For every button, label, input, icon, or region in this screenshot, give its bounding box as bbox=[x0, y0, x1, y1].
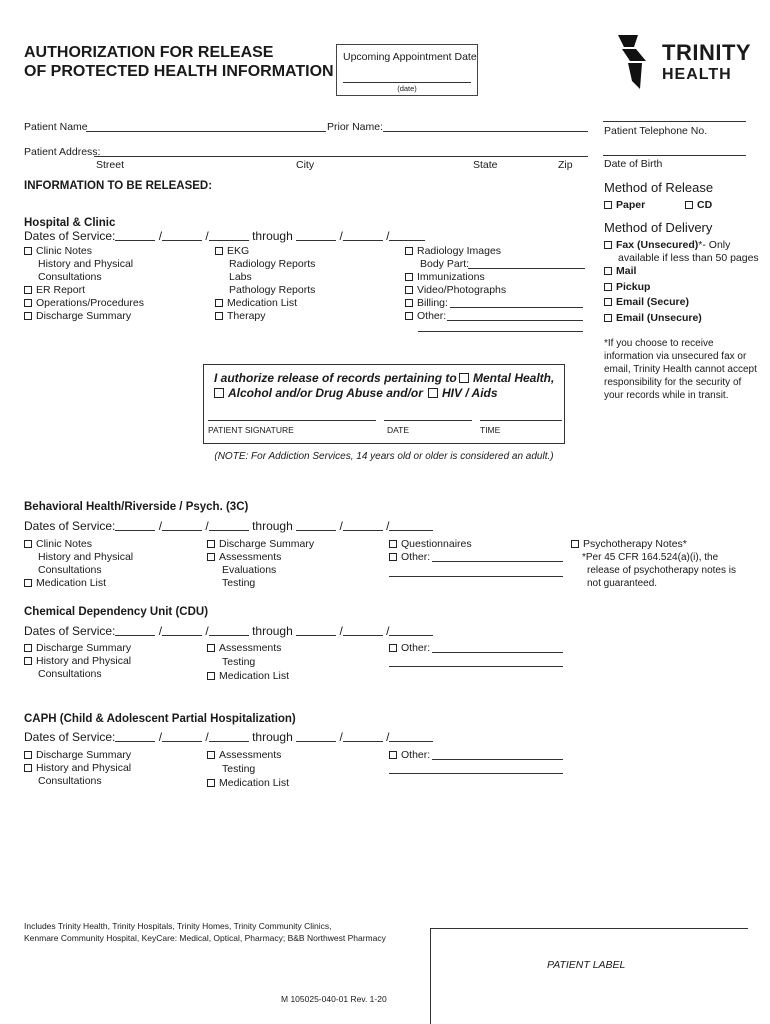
hospital-other-field-2[interactable] bbox=[418, 331, 583, 332]
checkbox-icon[interactable] bbox=[207, 672, 215, 680]
prior-name-label: Prior Name: bbox=[327, 121, 384, 133]
bh-medication-list[interactable]: Medication List bbox=[24, 577, 106, 589]
signature-time-field[interactable] bbox=[480, 420, 562, 421]
checkbox-icon[interactable] bbox=[389, 751, 397, 759]
trinity-logo-icon bbox=[616, 33, 650, 91]
zip-label: Zip bbox=[558, 159, 573, 171]
delivery-mail-option[interactable]: Mail bbox=[604, 265, 636, 277]
checkbox-icon[interactable] bbox=[207, 751, 215, 759]
bh-history-physical: History and Physical bbox=[38, 551, 134, 563]
form-number: M 105025-040-01 Rev. 1-20 bbox=[281, 994, 387, 1004]
form-title-line1: AUTHORIZATION FOR RELEASE bbox=[24, 44, 274, 61]
hospital-other[interactable]: Other: bbox=[405, 310, 446, 322]
hospital-labs: Labs bbox=[229, 271, 252, 283]
caph-assessments[interactable]: Assessments bbox=[207, 749, 281, 761]
delivery-email-unsecure-option[interactable]: Email (Unsecure) bbox=[604, 312, 702, 324]
checkbox-icon[interactable] bbox=[24, 657, 32, 665]
hospital-ekg[interactable]: EKG bbox=[215, 245, 249, 257]
caph-history-physical[interactable]: History and Physical bbox=[24, 762, 131, 774]
delivery-pickup-option[interactable]: Pickup bbox=[604, 281, 650, 293]
logo-text-health: HEALTH bbox=[662, 66, 732, 83]
caph-medication-list[interactable]: Medication List bbox=[207, 777, 289, 789]
hospital-video-photographs[interactable]: Video/Photographs bbox=[405, 284, 506, 296]
addiction-note: (NOTE: For Addiction Services, 14 years old or older is considered an adult.) bbox=[214, 451, 554, 462]
patient-name-label: Patient Name bbox=[24, 121, 88, 133]
patient-signature-label: PATIENT SIGNATURE bbox=[208, 425, 294, 435]
appointment-label: Upcoming Appointment Date bbox=[343, 51, 477, 63]
signature-time-label: TIME bbox=[480, 425, 501, 435]
hospital-pathology-reports: Pathology Reports bbox=[229, 284, 316, 296]
telephone-field[interactable] bbox=[603, 121, 746, 122]
trinity-health-logo bbox=[616, 33, 756, 93]
fax-note: available if less than 50 pages bbox=[618, 252, 759, 264]
date-caption: (date) bbox=[397, 84, 417, 93]
cdu-consultations: Consultations bbox=[38, 668, 102, 680]
city-label: City bbox=[296, 159, 315, 171]
checkbox-icon[interactable] bbox=[389, 553, 397, 561]
dob-field[interactable] bbox=[603, 155, 746, 156]
behavioral-dates-of-service[interactable]: Dates of Service: / / through / / bbox=[24, 519, 433, 533]
checkbox-icon[interactable] bbox=[405, 247, 413, 255]
bh-evaluations: Evaluations bbox=[222, 564, 277, 576]
checkbox-icon[interactable] bbox=[24, 312, 32, 320]
billing-field[interactable] bbox=[450, 307, 583, 308]
bh-consultations: Consultations bbox=[38, 564, 102, 576]
bh-clinic-notes[interactable]: Clinic Notes bbox=[24, 538, 92, 550]
caph-consultations: Consultations bbox=[38, 775, 102, 787]
dob-label: Date of Birth bbox=[604, 158, 663, 170]
release-cd-option[interactable]: CD bbox=[685, 199, 712, 211]
hospital-clinic-heading: Hospital & Clinic bbox=[24, 217, 116, 229]
checkbox-icon[interactable] bbox=[604, 267, 612, 275]
behavioral-health-heading: Behavioral Health/Riverside / Psych. (3C) bbox=[24, 501, 249, 513]
hospital-body-part: Body Part: bbox=[420, 258, 470, 270]
form-title-line2: OF PROTECTED HEALTH INFORMATION bbox=[24, 63, 334, 80]
bh-other[interactable]: Other: bbox=[389, 551, 430, 563]
signature-date-label: DATE bbox=[387, 425, 410, 435]
checkbox-icon[interactable] bbox=[24, 579, 32, 587]
hospital-clinic-notes[interactable]: Clinic Notes bbox=[24, 245, 92, 257]
auth-alcohol-drug[interactable]: Alcohol and/or Drug Abuse and/or bbox=[214, 386, 423, 400]
bh-other-field[interactable] bbox=[432, 561, 563, 562]
cdu-discharge-summary[interactable]: Discharge Summary bbox=[24, 642, 131, 654]
prior-name-field[interactable] bbox=[383, 131, 588, 132]
checkbox-icon[interactable] bbox=[215, 299, 223, 307]
checkbox-icon[interactable] bbox=[405, 273, 413, 281]
caph-heading: CAPH (Child & Adolescent Partial Hospitalization) bbox=[24, 713, 296, 725]
bh-questionnaires[interactable]: Questionnaires bbox=[389, 538, 472, 550]
delivery-email-secure-option[interactable]: Email (Secure) bbox=[604, 296, 689, 308]
street-label: Street bbox=[96, 159, 125, 171]
auth-hiv-aids[interactable]: HIV / Aids bbox=[428, 386, 498, 400]
hospital-immunizations[interactable]: Immunizations bbox=[405, 271, 485, 283]
delivery-fax-option[interactable]: Fax (Unsecured)*- Only bbox=[604, 239, 730, 251]
cdu-other[interactable]: Other: bbox=[389, 642, 430, 654]
checkbox-icon[interactable] bbox=[389, 644, 397, 652]
caph-discharge-summary[interactable]: Discharge Summary bbox=[24, 749, 131, 761]
caph-other-field[interactable] bbox=[432, 759, 563, 760]
bh-discharge-summary[interactable]: Discharge Summary bbox=[207, 538, 314, 550]
checkbox-icon[interactable] bbox=[604, 314, 612, 322]
body-part-field[interactable] bbox=[468, 268, 585, 269]
checkbox-icon[interactable] bbox=[207, 540, 215, 548]
hospital-operations[interactable]: Operations/Procedures bbox=[24, 297, 144, 309]
bh-psychotherapy-notes[interactable]: Psychotherapy Notes* bbox=[571, 538, 687, 550]
checkbox-icon[interactable] bbox=[604, 298, 612, 306]
checkbox-icon[interactable] bbox=[215, 312, 223, 320]
info-to-release-heading: INFORMATION TO BE RELEASED: bbox=[24, 180, 213, 192]
checkbox-icon[interactable] bbox=[214, 388, 224, 398]
caph-testing: Testing bbox=[222, 763, 256, 775]
cdu-heading: Chemical Dependency Unit (CDU) bbox=[24, 606, 209, 618]
checkbox-icon[interactable] bbox=[207, 644, 215, 652]
hospital-other-field[interactable] bbox=[447, 320, 583, 321]
authorization-box bbox=[203, 364, 565, 444]
signature-date-field[interactable] bbox=[384, 420, 472, 421]
caph-other-field-2[interactable] bbox=[389, 773, 563, 774]
checkbox-icon[interactable] bbox=[389, 540, 397, 548]
release-paper-option[interactable]: Paper bbox=[604, 199, 645, 211]
state-label: State bbox=[473, 159, 498, 171]
caph-other[interactable]: Other: bbox=[389, 749, 430, 761]
method-of-delivery-heading: Method of Delivery bbox=[604, 220, 713, 235]
patient-signature-field[interactable] bbox=[208, 420, 376, 421]
auth-statement: I authorize release of records pertaining to bbox=[214, 371, 457, 385]
includes-note: Includes Trinity Health, Trinity Hospitals, Trinity Homes, Trinity Community Clinics, Kenmare Community Hospital, KeyCare: Medical, Optical, Pharmacy; B&B Northwest Pharmacy bbox=[24, 921, 386, 943]
bh-testing: Testing bbox=[222, 577, 256, 589]
hospital-billing[interactable]: Billing: bbox=[405, 297, 448, 309]
cdu-assessments[interactable]: Assessments bbox=[207, 642, 281, 654]
checkbox-icon[interactable] bbox=[604, 201, 612, 209]
checkbox-icon[interactable] bbox=[24, 764, 32, 772]
checkbox-icon[interactable] bbox=[215, 247, 223, 255]
hospital-dates-of-service[interactable]: Dates of Service: / / through / / bbox=[24, 229, 425, 243]
cdu-testing: Testing bbox=[222, 656, 256, 668]
checkbox-icon[interactable] bbox=[428, 388, 438, 398]
cdu-medication-list[interactable]: Medication List bbox=[207, 670, 289, 682]
checkbox-icon[interactable] bbox=[405, 299, 413, 307]
delivery-disclaimer: *If you choose to receive information via unsecured fax or email, Trinity Health cannot accept responsibility for the security of your records while in transit. bbox=[604, 338, 757, 401]
cdu-other-field-2[interactable] bbox=[389, 666, 563, 667]
hospital-consultations: Consultations bbox=[38, 271, 102, 283]
patient-address-field[interactable] bbox=[94, 156, 588, 157]
checkbox-icon[interactable] bbox=[405, 286, 413, 294]
checkbox-icon[interactable] bbox=[604, 241, 612, 249]
hospital-medication-list[interactable]: Medication List bbox=[215, 297, 297, 309]
checkbox-icon[interactable] bbox=[207, 553, 215, 561]
method-of-release-heading: Method of Release bbox=[604, 180, 714, 195]
hospital-radiology-images[interactable]: Radiology Images bbox=[405, 245, 501, 257]
hospital-er-report[interactable]: ER Report bbox=[24, 284, 85, 296]
appointment-box bbox=[336, 44, 478, 96]
checkbox-icon[interactable] bbox=[24, 286, 32, 294]
psychotherapy-disclaimer: *Per 45 CFR 164.524(a)(i), the release of psychotherapy notes is not guaranteed. bbox=[582, 552, 736, 589]
caph-dates-of-service[interactable]: Dates of Service: / / through / / bbox=[24, 730, 433, 744]
telephone-label: Patient Telephone No. bbox=[604, 125, 708, 137]
patient-name-field[interactable] bbox=[86, 131, 326, 132]
checkbox-icon[interactable] bbox=[24, 540, 32, 548]
checkbox-icon[interactable] bbox=[604, 283, 612, 291]
cdu-history-physical[interactable]: History and Physical bbox=[24, 655, 131, 667]
checkbox-icon[interactable] bbox=[685, 201, 693, 209]
bh-assessments[interactable]: Assessments bbox=[207, 551, 281, 563]
checkbox-icon[interactable] bbox=[405, 312, 413, 320]
checkbox-icon[interactable] bbox=[24, 247, 32, 255]
logo-text-trinity: TRINITY bbox=[662, 40, 752, 65]
checkbox-icon[interactable] bbox=[207, 779, 215, 787]
patient-label-area bbox=[430, 928, 748, 1024]
checkbox-icon[interactable] bbox=[24, 299, 32, 307]
checkbox-icon[interactable] bbox=[571, 540, 579, 548]
hospital-discharge-summary[interactable]: Discharge Summary bbox=[24, 310, 131, 322]
checkbox-icon[interactable] bbox=[24, 751, 32, 759]
hospital-therapy[interactable]: Therapy bbox=[215, 310, 266, 322]
checkbox-icon[interactable] bbox=[459, 373, 469, 383]
hospital-history-physical: History and Physical bbox=[38, 258, 134, 270]
appointment-date-line[interactable] bbox=[343, 82, 471, 83]
cdu-dates-of-service[interactable]: Dates of Service: / / through / / bbox=[24, 624, 433, 638]
auth-mental-health[interactable]: Mental Health, bbox=[459, 371, 554, 385]
cdu-other-field[interactable] bbox=[432, 652, 563, 653]
hospital-radiology-reports: Radiology Reports bbox=[229, 258, 316, 270]
bh-other-field-2[interactable] bbox=[389, 576, 563, 577]
patient-label-caption: PATIENT LABEL bbox=[547, 959, 626, 971]
checkbox-icon[interactable] bbox=[24, 644, 32, 652]
patient-address-label: Patient Address: bbox=[24, 146, 101, 158]
